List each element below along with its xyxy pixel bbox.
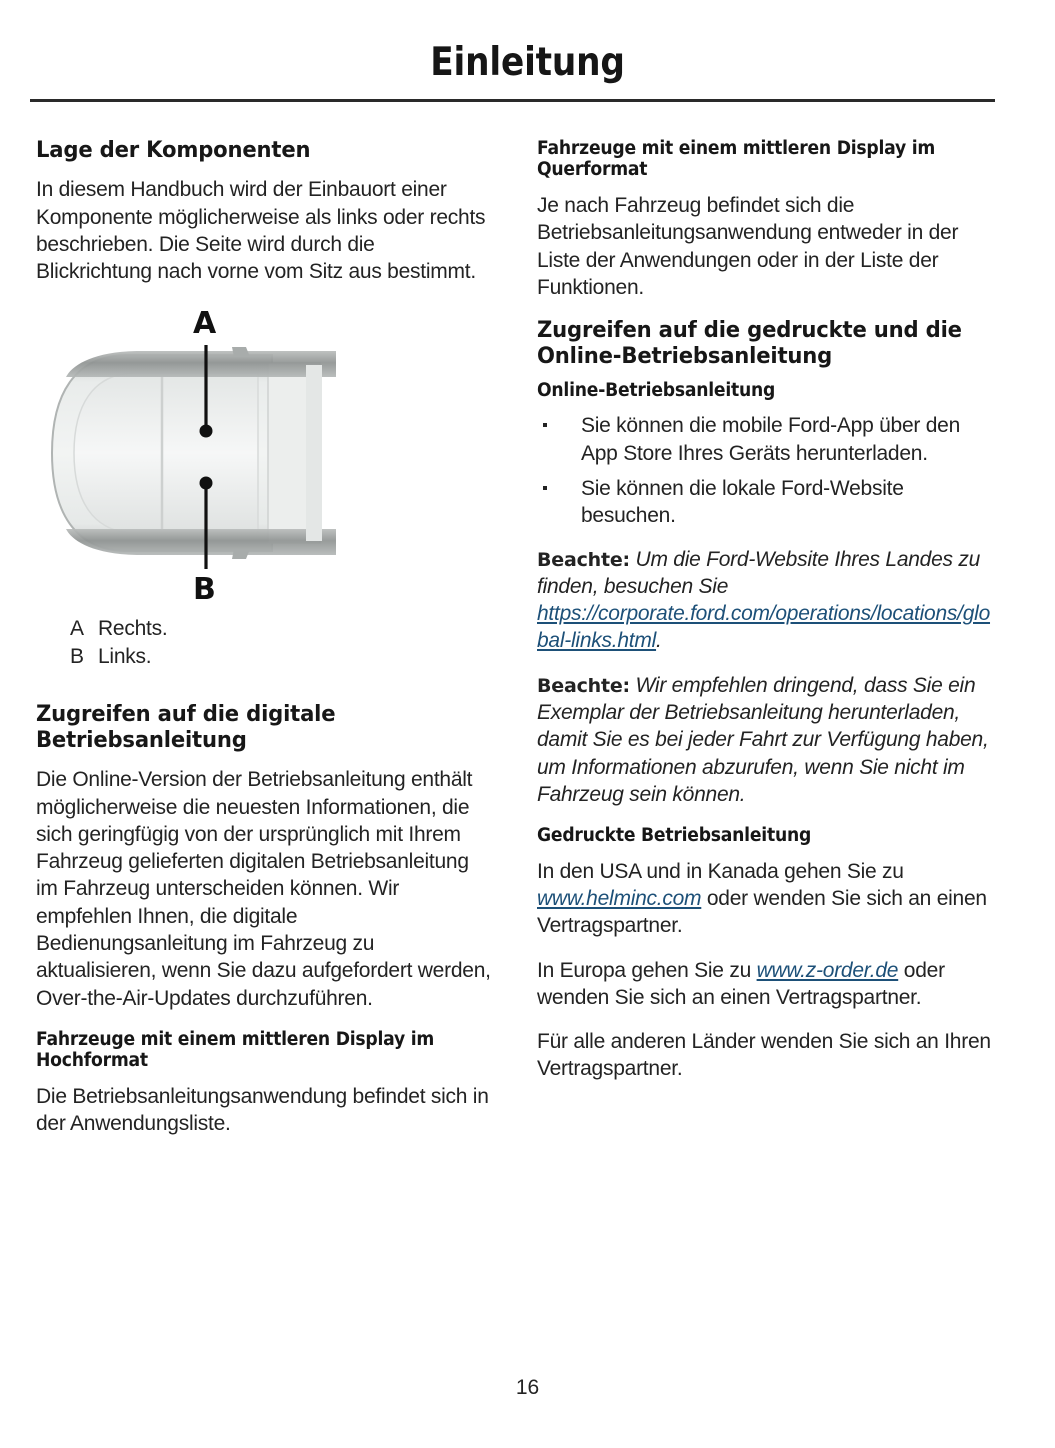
note-download-empfehlung: [537, 672, 992, 808]
legend-row-b: [36, 643, 491, 671]
note-text-after: .: [656, 629, 662, 653]
heading-zugreifen-gedruckte-online: Zugreifen auf die gedruckte und die Online-Betriebsanleitung: [537, 317, 962, 369]
right-column: [537, 138, 992, 1137]
link-helminc[interactable]: www.helminc.com: [537, 887, 702, 910]
paragraph-display-querformat: Je nach Fahrzeug befindet sich die Betriebsanleitungsanwendung entweder in der Liste der Anwendungen oder in der Liste der Funktionen.: [537, 193, 959, 299]
text-before-link: In den USA und in Kanada gehen Sie zu: [537, 859, 904, 883]
legend-text-a: Rechts.: [98, 616, 168, 640]
left-column: [36, 138, 491, 1137]
callout-label-b: B: [193, 571, 216, 603]
bullet-icon: [543, 423, 547, 427]
list-item-text: Sie können die lokale Ford-Website besuchen.: [581, 476, 904, 528]
page-number: 16: [515, 1376, 540, 1399]
list-item: [537, 412, 992, 467]
paragraph-europa: [537, 957, 992, 1012]
paragraph-lage-der-komponenten: In diesem Handbuch wird der Einbauort einer Komponente möglicherweise als links oder rechts beschrieben. Die Seite wird durch die Blickrichtung nach vorne vom Sitz aus bestimmt.: [36, 178, 486, 284]
link-ford-global-links[interactable]: https://corporate.ford.com/operations/locations/global-links.html: [537, 602, 991, 653]
online-betriebsanleitung-list: [537, 412, 992, 529]
vehicle-diagram-svg: [36, 303, 491, 603]
content-columns: [0, 138, 1055, 1137]
header-divider: [30, 99, 995, 102]
heading-display-querformat: Fahrzeuge mit einem mittleren Display im Querformat: [537, 138, 936, 181]
bullet-icon: [543, 486, 547, 490]
heading-gedruckte-betriebsanleitung: Gedruckte Betriebsanleitung: [537, 825, 812, 847]
vehicle-top-view-figure: [36, 303, 491, 603]
legend-text-b: Links.: [98, 644, 152, 668]
text-after-link: oder wenden Sie sich an einen Vertragspartner.: [537, 887, 987, 938]
heading-zugreifen-digitale-betriebsanleitung: Zugreifen auf die digitale Betriebsanleitung: [36, 701, 336, 753]
page-title: Einleitung: [430, 40, 625, 85]
text-before-link: In Europa gehen Sie zu: [537, 958, 757, 982]
note-label: Beachte:: [537, 674, 630, 697]
note-text-before: Um die Ford-Website Ihres Landes zu finden, besuchen Sie: [537, 547, 981, 598]
heading-online-betriebsanleitung: Online-Betriebsanleitung: [537, 379, 776, 401]
paragraph-andere-laender: Für alle anderen Länder wenden Sie sich an Ihren Vertragspartner.: [537, 1030, 991, 1081]
legend-row-a: [36, 615, 491, 643]
note-text: Wir empfehlen dringend, dass Sie ein Exemplar der Betriebsanleitung herunterladen, damit Sie es bei jeder Fahrt zur Verfügung haben, um Informationen abzurufen, wenn Sie nicht im Fahrzeug sein können.: [537, 673, 989, 806]
callout-label-a: A: [193, 305, 217, 341]
list-item-text: Sie können die mobile Ford-App über den App Store Ihres Geräts herunterladen.: [581, 414, 960, 465]
paragraph-display-hochformat: Die Betriebsanleitungsanwendung befindet sich in der Anwendungsliste.: [36, 1084, 489, 1136]
vehicle-body: [52, 347, 336, 559]
legend-key-b: B: [70, 644, 84, 668]
heading-lage-der-komponenten: Lage der Komponenten: [36, 137, 311, 163]
note-ford-website: [537, 546, 992, 655]
text-after-link: oder wenden Sie sich an einen Vertragspartner.: [537, 958, 945, 1009]
page-header: [0, 40, 1055, 85]
heading-display-hochformat: Fahrzeuge mit einem mittleren Display im Hochformat: [36, 1028, 435, 1072]
note-label: Beachte:: [537, 548, 630, 571]
figure-legend: [36, 615, 491, 671]
legend-key-a: A: [70, 616, 84, 640]
link-z-order[interactable]: www.z-order.de: [756, 958, 899, 982]
paragraph-usa-kanada: [537, 858, 992, 940]
paragraph-zugreifen-digitale-betriebsanleitung: Die Online-Version der Betriebsanleitung enthält möglicherweise die neuesten Informationen, die sich geringfügig von der ursprünglich mit Ihrem Fahrzeug gelieferten digitalen Betriebsanleitung im Fahrzeug unterscheiden können. Wir empfehlen Ihnen, die digitale Bedienungsanleitung im Fahrzeug zu aktualisieren, wenn Sie dazu aufgefordert werden, Over-the-Air-Updates durchzuführen.: [36, 768, 491, 1010]
list-item: [537, 475, 992, 530]
